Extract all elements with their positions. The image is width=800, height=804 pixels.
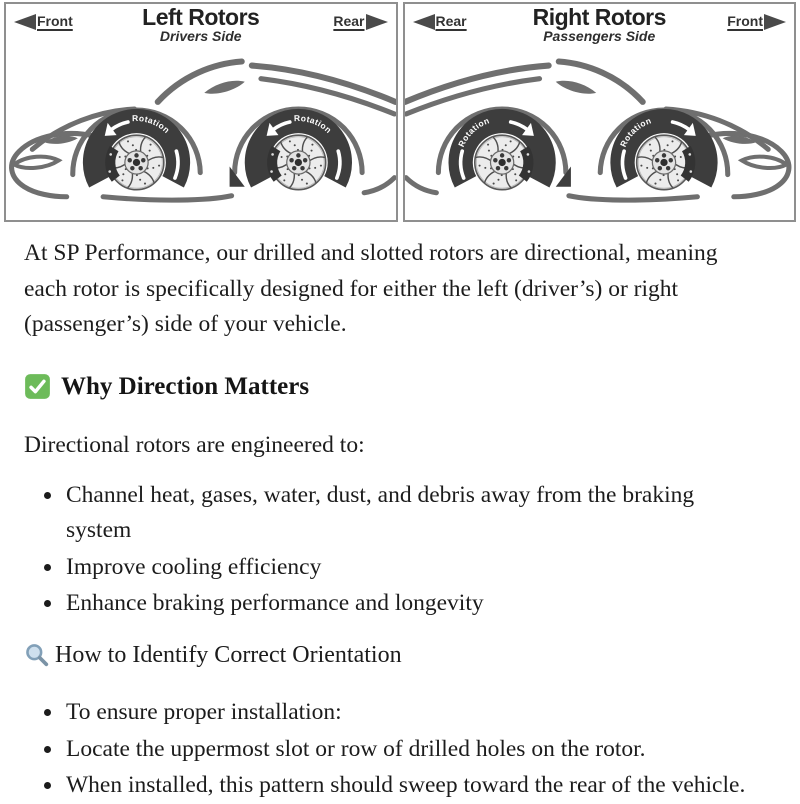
right-panel-title-block bbox=[533, 6, 666, 44]
list-item: • To ensure proper installation: bbox=[64, 695, 758, 731]
engineered-intro: Directional rotors are engineered to: bbox=[24, 432, 365, 458]
magnifier-icon bbox=[24, 642, 50, 668]
arrow-left-icon bbox=[14, 14, 36, 30]
list-item: • Channel heat, gases, water, dust, and debris away from the braking system bbox=[64, 478, 758, 549]
panel-title: Right Rotors bbox=[532, 4, 666, 30]
identify-steps-list bbox=[24, 695, 758, 804]
rear-wheel-rotor-graphic bbox=[456, 115, 544, 189]
rear-wheel-rotor-graphic bbox=[257, 113, 340, 190]
left-rotors-panel bbox=[4, 2, 398, 222]
why-direction-heading-text: Why Direction Matters bbox=[61, 372, 310, 400]
identify-orientation-heading bbox=[24, 638, 776, 674]
svg-text:Rotation: Rotation bbox=[293, 112, 334, 136]
panel-subtitle: Passengers Side bbox=[543, 28, 656, 45]
rear-direction-label bbox=[333, 11, 387, 30]
front-wheel-rotor-graphic bbox=[617, 115, 705, 189]
rear-direction-label bbox=[413, 11, 467, 30]
rotor-direction-diagram bbox=[0, 0, 800, 222]
article-body bbox=[0, 222, 800, 804]
front-direction-label bbox=[14, 11, 73, 30]
list-item: • When installed, this pattern should sweep toward the rear of the vehicle. bbox=[64, 768, 758, 804]
arrow-right-icon bbox=[366, 14, 388, 30]
front-direction-label bbox=[727, 11, 786, 30]
svg-text:Rotation: Rotation bbox=[455, 115, 491, 149]
front-wheel-rotor-graphic bbox=[95, 113, 178, 190]
list-item: • Improve cooling efficiency bbox=[64, 550, 758, 586]
panel-subtitle: Drivers Side bbox=[159, 28, 242, 45]
list-item: • Locate the uppermost slot or row of drilled holes on the rotor. bbox=[64, 732, 758, 768]
why-direction-heading bbox=[24, 369, 776, 405]
intro-paragraph: At SP Performance, our drilled and slotted rotors are directional, meaning each rotor is specifically designed for either the left (driver’s) or right (passenger’s) side of your vehicle. bbox=[24, 240, 718, 337]
rear-label: Rear bbox=[333, 12, 365, 29]
list-item: • Enhance braking performance and longevity bbox=[64, 586, 758, 622]
check-mark-icon bbox=[24, 373, 51, 400]
rear-label: Rear bbox=[435, 12, 467, 29]
arrow-right-icon bbox=[764, 14, 786, 30]
front-label: Front bbox=[37, 12, 73, 29]
svg-text:Rotation: Rotation bbox=[131, 112, 172, 136]
svg-text:Rotation: Rotation bbox=[617, 115, 653, 149]
front-label: Front bbox=[727, 12, 763, 29]
benefits-list bbox=[24, 478, 758, 622]
panel-title: Left Rotors bbox=[142, 4, 260, 30]
right-rotors-panel bbox=[403, 2, 797, 222]
arrow-left-icon bbox=[413, 14, 435, 30]
identify-heading-text: How to Identify Correct Orientation bbox=[55, 641, 402, 668]
left-panel-title-block bbox=[142, 6, 259, 44]
